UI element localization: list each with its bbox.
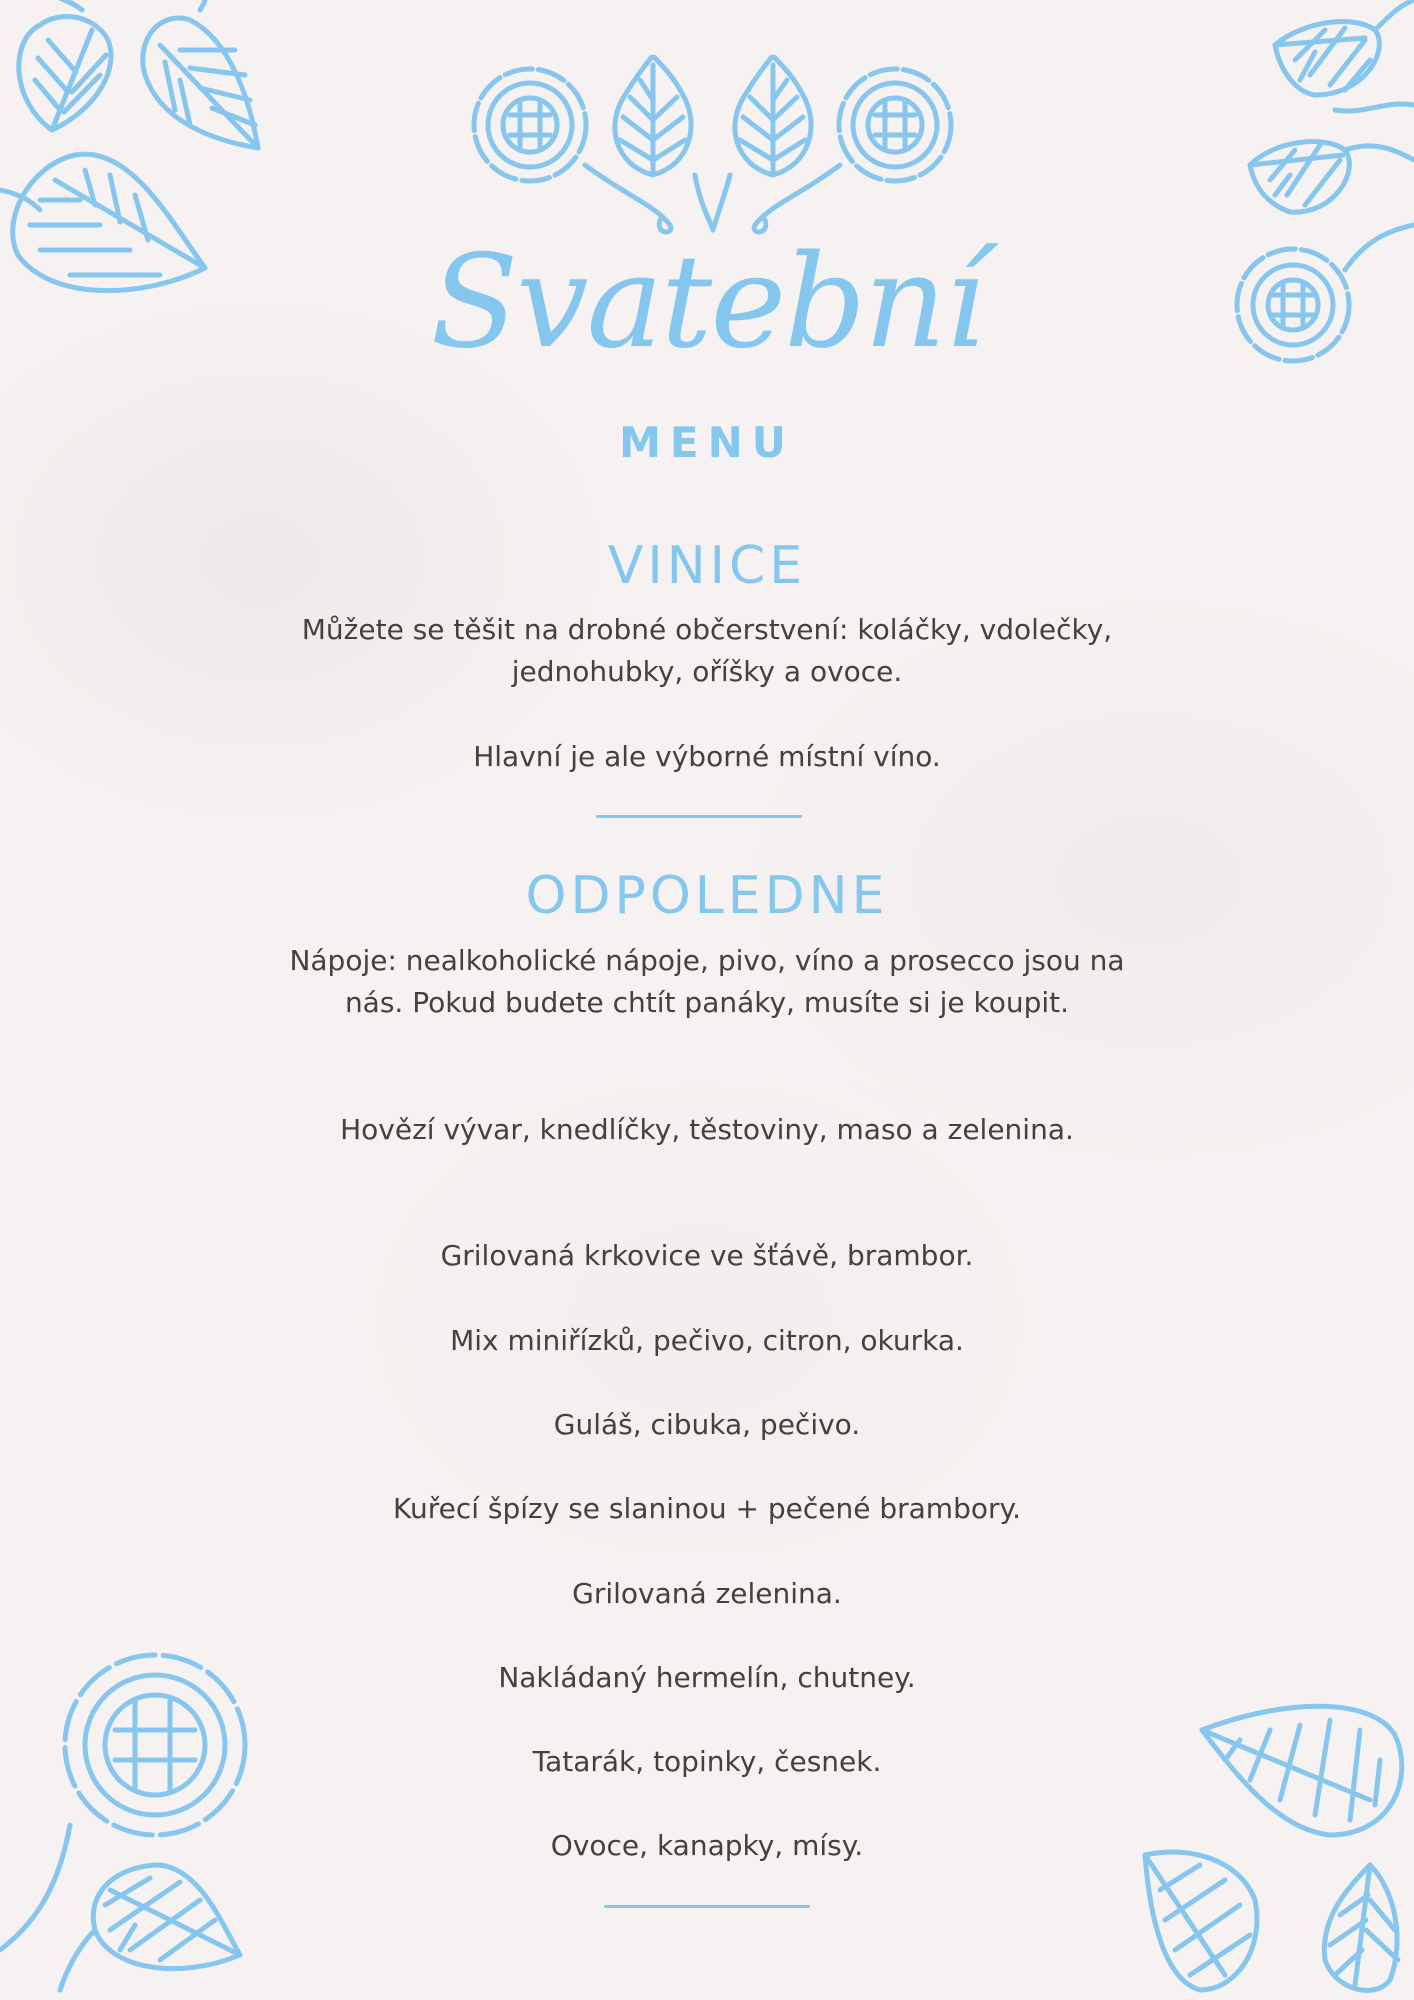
menu-item: Grilovaná krkovice ve šťávě, brambor. — [440, 1239, 974, 1272]
menu-subtitle: MENU — [619, 418, 795, 467]
menu-item: Grilovaná zelenina. — [572, 1577, 842, 1610]
menu-item: Guláš, cibuka, pečivo. — [553, 1408, 861, 1441]
menu-item: Mix miniřízků, pečivo, citron, okurka. — [450, 1324, 964, 1357]
menu-item: Nápoje: nealkoholické nápoje, pivo, víno a prosecco jsou na nás. Pokud budete chtít panáky, musíte si je koupit. — [289, 944, 1125, 1019]
bottom-right-leaves-icon — [1130, 1690, 1414, 2000]
section-heading-vinice: VINICE — [607, 536, 807, 596]
top-center-flowers-icon — [455, 55, 965, 240]
menu-item: Ovoce, kanapky, mísy. — [550, 1829, 864, 1862]
menu-item: Kuřecí špízy se slaninou + pečené brambory. — [393, 1492, 1021, 1525]
section-divider — [604, 1905, 810, 1908]
section-vinice-paragraph: Můžete se těšit na drobné občerstvení: koláčky, vdolečky, jednohubky, oříšky a ovoce. — [301, 613, 1113, 688]
menu-title: Svatební — [430, 228, 984, 377]
section-heading-odpoledne: ODPOLEDNE — [525, 866, 889, 926]
menu-item: Hovězí vývar, knedlíčky, těstoviny, maso a zelenina. — [340, 1113, 1074, 1146]
menu-item: Tatarák, topinky, česnek. — [532, 1745, 882, 1778]
section-vinice-paragraph: Hlavní je ale výborné místní víno. — [473, 740, 941, 773]
bottom-left-ornament-icon — [0, 1650, 260, 2000]
menu-item: Nakládaný hermelín, chutney. — [498, 1661, 916, 1694]
section-divider — [596, 815, 802, 818]
